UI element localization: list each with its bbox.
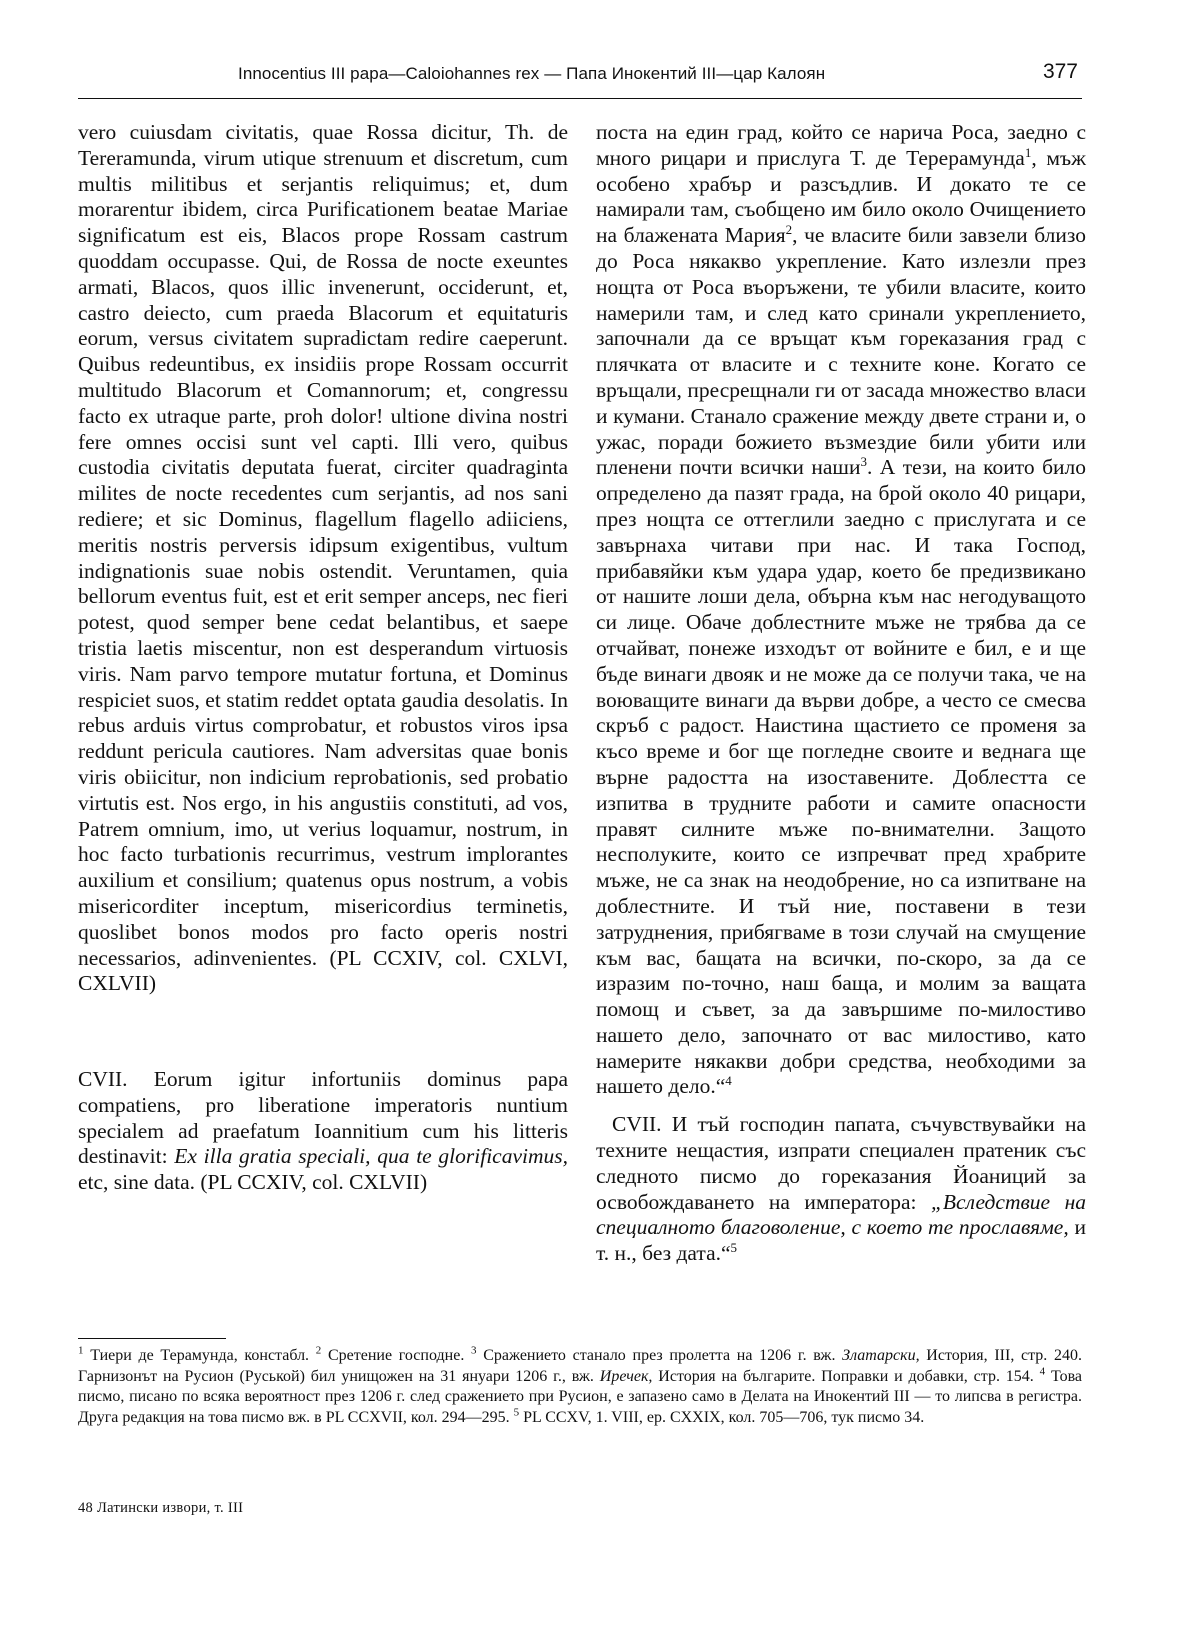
footnote-number: 1 xyxy=(78,1344,84,1357)
footnote-ref-5: 5 xyxy=(730,1240,738,1256)
footnote-ref-3: 3 xyxy=(860,454,867,470)
bg-p1-part-d: . А тези, на които било определено да пазят града, на брой около 40 рицари, през нощта се оттеглили заедно с прислугата и се завърнаха читави при нас. И така Господ, прибавяйки към удара удар, което бе предизвикано от нашите лоши дела, обърна към нас негодуващото си лице. Обаче доблестните мъже не трябва да се отчайват, понеже изходът от войните е бил, е и ще бъде винаги двояк и не може да се получи така, че на воюващите винаги да върви добре, а често се смесва скръб с радост. Наистина щастието се променя за късо време и бог ще погледне своите и веднага ще върне радостта на изоставените. Доблестта се изпитва в трудните работи и самите опасности правят силните мъже по-внимателни. Защото несполуките, които се изпречват пред храбрите мъже, не са знак на неодобрение, но са изпитване на доблестните. И тъй ние, поставени в тези затруднения, прибягваме в този случай на смущение към вас, бащата на всички, по-скоро, за да се изразим по-точно, наш баща, и молим за ващата помощ и съвет, за да завършиме по-милостиво нашето дело, започнато от вас милостиво, като намерите някакви добри средства, необходими за нашето дело.“ xyxy=(596,455,1086,1099)
footnote-text: PL CCXV, 1. VIII, ep. CXXIX, кол. 705—706, тук писмо 34. xyxy=(519,1408,925,1426)
footnote-text: Тиери де Терамунда, констабл. xyxy=(83,1347,316,1364)
bg-p1-part-b: , мъж особено храбър и разсъдлив. И докато те се намирали там, съобщено им било около Очищението на блажената Мария xyxy=(596,145,1086,248)
footnote-number: 3 xyxy=(471,1344,477,1357)
footnote-text: История, III, стр. 240. Гарнизонът на Русион (Руськой) бил унищожен на 31 януари 1206 г., вж. xyxy=(78,1347,1083,1385)
footnote-number: 2 xyxy=(315,1344,322,1357)
footnote-ref-2: 2 xyxy=(785,222,793,238)
latin-p2-citation: etc, sine data. (PL CCXIV, col. CXLVII) xyxy=(78,1170,428,1195)
author-name: Златарски, xyxy=(842,1347,920,1364)
footnote-ref-1: 1 xyxy=(1024,144,1032,160)
footnote-number: 5 xyxy=(513,1406,520,1419)
printer-signature: 48 Латински извори, т. III xyxy=(78,1500,244,1516)
running-header xyxy=(78,58,1082,99)
footnote-2 xyxy=(315,1344,472,1364)
footnote-text: Сражението станало през пролетта на 1206 г. вж. xyxy=(476,1347,843,1364)
latin-paragraph-2 xyxy=(78,1067,568,1196)
footnote-ref-4: 4 xyxy=(725,1073,732,1089)
footnote-text: Това писмо, писано по всяка вероятност през 1206 г. след сражението при Русион, е запазено само в Делата на Инокентий III — то липсва в регистра. Друга редакция на това писмо вж. в PL CCXVII, кол. 294—295. xyxy=(78,1367,1083,1426)
bg-p2-part-b: и т. н., без дата.“ xyxy=(596,1215,1086,1266)
bulgarian-paragraph-1 xyxy=(596,120,1086,1100)
footnote-divider xyxy=(78,1338,226,1339)
page-number: 377 xyxy=(1042,60,1078,83)
author-name: Иречек, xyxy=(599,1367,653,1385)
latin-paragraph-1: vero cuiusdam civitatis, quae Rossa dicitur, Th. de Tereramunda, virum utique strenuum et discretum, cum multis militibus et serjantis reliquimus; et, dum morarentur ibidem, circa Purificationem beatae Mariae significatum est eis, Blacos prope Rossam castrum quoddam occupasse. Qui, de Rossa de nocte exeuntes armati, Blacos, quos illic invenerunt, occiderunt, et, castro deiecto, cum praeda Blacorum et equitaturis eorum, versus civitatem supradictam redire caeperunt. Quibus redeuntibus, ex insidiis prope Rossam occurrit multitudo Blacorum et Comannorum; et, congressu facto ex utraque parte, proh dolor! ultione divina nostri fere omnes occisi sunt vel capti. Illi vero, quibus custodia civitatis deputata fuerat, circiter quadraginta milites de nocte recedentes cum serjantis, ad nos sani rediere; et sic Dominus, flagellum flagello adiiciens, meritis nostris perversis idipsum exigentibus, vultum indignationis suae nobis ostendit. Veruntamen, quia bellorum eventus fuit, est et erit semper anceps, nec fieri potest, quod semper bene cedat belantibus, et saepe tristia laetis miscentur, non est desperandum virtuosis viris. Nam parvo tempore mutatur fortuna, et Dominus respiciet suos, et statim reddet optata gaudia desolatis. In rebus arduis virtus comprobatur, et robustos viros ipsa reddunt pericula cautiores. Nam adversitas quae bonis viris obiicitur, non indicium reprobationis, sed probatio virtutis est. Nos ergo, in his angustiis constituti, ad vos, Patrem omnium, imo, ut verius loquamur, nostrum, in hoc facto turbationis recurrimus, vestrum implorantes auxilium et consilium; quatenus opus nostrum, a vobis misericorditer inceptum, misericordius terminetis, quoslibet bonos modos pro facto operis nostri necessarios, adinvenientes. (PL CCXIV, col. CXLVI, CXLVII) xyxy=(78,120,568,996)
bg-p2-incipit: „Вследствие на специалното благоволение, с което те прославяме, xyxy=(596,1189,1087,1240)
footnote-text: История на българите. Поправки и добавки, стр. 154. xyxy=(652,1367,1040,1385)
footnotes xyxy=(78,1346,1082,1428)
latin-p2-text: CVII. Eorum igitur infortuniis dominus papa compatiens, pro liberatione imperatoris nuntium specialem ad praefatum Ioannitium cum his litteris destinavit: xyxy=(78,1067,568,1169)
footnote-text: Сретение господне. xyxy=(321,1347,472,1364)
bg-p1-part-c: , че власите били завзели близо до Роса някакво укрепление. Като излезли през нощта от Роса въоръжени, те убили власите, които намерили там, и след като сринали укреплението, започнали да се връщат към гореказания град с плячката от власите и с техните коне. Когато се връщали, пресрещнали ги от засада множество власи и кумани. Станало сражение между двете страни и, о ужас, поради божието възмездие били убити или пленени почти всички наши xyxy=(596,223,1086,480)
bulgarian-paragraph-2 xyxy=(596,1112,1086,1267)
bulgarian-column xyxy=(596,120,1086,1267)
footnote-5 xyxy=(513,1406,925,1426)
footnote-1 xyxy=(78,1344,316,1364)
latin-column xyxy=(78,120,568,1196)
latin-p2-incipit: Ex illa gratia speciali, qua te glorificavimus, xyxy=(174,1144,568,1169)
bg-p2-part-a: CVII. И тъй господин папата, съчувствувайки на техните нещастия, изпрати специален пратеник със следното писмо до гореказания Йоаниций за освобождаването на императора: xyxy=(596,1112,1086,1214)
footnote-number: 4 xyxy=(1039,1365,1046,1378)
header-title: Innocentius III papa—Caloiohannes rex — Папа Инокентий III—цар Калоян xyxy=(238,64,826,83)
bg-p1-part-a: поста на един град, който се нарича Роса, заедно с много рицари и прислуга Т. де Терерамунда xyxy=(596,120,1086,170)
